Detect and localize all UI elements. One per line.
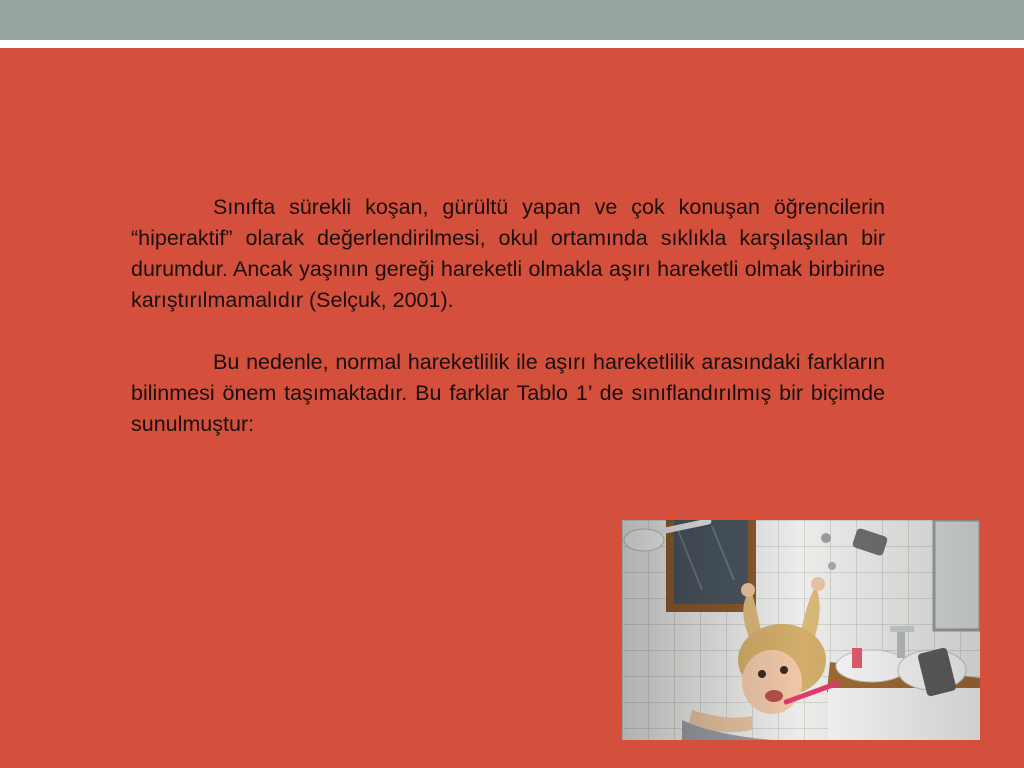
body-text (131, 192, 885, 471)
bathroom-photo (622, 520, 980, 740)
top-band (0, 0, 1024, 40)
paragraph-2: Bu nedenle, normal hareketlilik ile aşırı hareketlilik arasındaki farkların bilinmesi önem taşımaktadır. Bu farklar Tablo 1’ de sınıflandırılmış bir biçimde sunulmuştur: (131, 350, 885, 436)
header-stripe (0, 40, 1024, 48)
paragraph-1: Sınıfta sürekli koşan, gürültü yapan ve çok konuşan öğrencilerin “hiperaktif” olarak değerlendirilmesi, okul ortamında sıklıkla karşılaşılan bir durumdur. Ancak yaşının gereği hareketli olmakla aşırı hareketli olmak birbirine karıştırılmamalıdır (Selçuk, 2001). (131, 195, 885, 312)
